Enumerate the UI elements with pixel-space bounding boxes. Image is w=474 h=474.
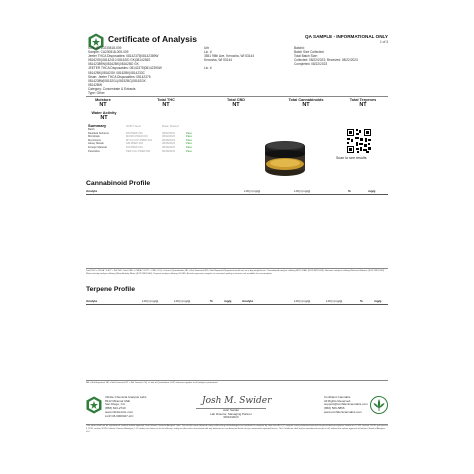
summary-test-name: Microbials: [88, 135, 100, 139]
total-label: Total THC: [157, 98, 175, 102]
col-loq: LOQ (mg/g): [142, 299, 159, 303]
sample-info-line: 08142BW: [88, 82, 102, 87]
batch-info-line: Batch#:: [294, 46, 305, 50]
summary-test-name: Mycotoxins: [88, 138, 101, 142]
col-analyte: Analyte: [86, 189, 98, 193]
summary-sop: RS-PREP-001: [126, 131, 143, 135]
summary-result: Pass: [186, 131, 192, 135]
page-number: 1 of 3: [380, 40, 388, 44]
batch-info-line: Completed: 08/22/2023: [294, 62, 328, 67]
terpenes-total: [338, 98, 388, 108]
summary-date: 08/18/2023: [162, 145, 175, 149]
summary-test-name: Batch: [88, 128, 95, 131]
sample-info-line: ICAL ID: 20230818-009: [88, 46, 122, 50]
summary-date: 08/18/2023: [162, 138, 175, 142]
col-loq: LOQ (mg/g): [326, 299, 343, 303]
total-value: NT: [359, 102, 367, 108]
sample-info-line: 08142BK|08162GK 08162BK|0814233C: [88, 70, 145, 75]
qa-sample-banner: QA SAMPLE - INFORMATIONAL ONLY: [305, 34, 388, 39]
sample-info-line: JEETER THCA Disposables: 08142375|08142390W: [88, 66, 162, 71]
sample-info-line: 08142389W|08162BK|08162BD GK: [88, 62, 139, 67]
water-activity-value: NT: [100, 115, 108, 121]
client-info: [204, 46, 284, 71]
total-label: Total CBD: [226, 98, 246, 102]
director-signature: Josh M. Swider: [202, 396, 272, 406]
summary-date: 08/22/2023: [162, 131, 175, 135]
summary-totals: [86, 98, 388, 118]
qr-code-icon[interactable]: [346, 128, 372, 154]
summary-sop: MICRO-PREP-001: [126, 135, 148, 139]
col-mg-g: mg/g: [224, 299, 232, 303]
total-value: NT: [162, 102, 170, 108]
sample-info: [88, 46, 188, 95]
cannabinoid-footnote: Total THC = THCA * 0.877 + Δ9-THC; Total CBD = CBDA * 0.877 + CBD; LOQ = Limit of Quantitation; ND = Not Detected; NR = Not Reported; Reported results are on a dry weight basis. Cannabinoid analysis utilizing HPLC-DAD (SOP-INST-005). Moisture analysis utilizing Moisture Balance (SOP-INST-003). Water activity analysis utilizing Water Activity Meter (SOP-INST-004). Terpene analysis utilizing GC-MS. Results represent samples as received; quality assurance not available for consumption.: [86, 270, 385, 275]
summary-test-name: Pesticides: [88, 149, 100, 153]
cbd-total: [216, 98, 256, 108]
divider: [86, 194, 388, 195]
summary-date: 08/18/2023: [162, 142, 175, 146]
col-mg-g: mg/g: [368, 189, 376, 193]
batch-info-line: Batch Size Collected:: [294, 50, 325, 55]
col-loq: LOQ (mg/g): [244, 189, 261, 193]
summary-result: Pass: [186, 149, 192, 153]
summary-test-name: Foreign Material: [88, 145, 107, 149]
divider: [86, 96, 388, 97]
summary-result: Pass: [186, 142, 192, 146]
summary-sop: FM-PREP-001: [126, 145, 143, 149]
total-value: NT: [232, 102, 240, 108]
signed-date: 08/22/2023: [223, 415, 239, 420]
certificate-title: Certificate of Analysis: [108, 34, 197, 44]
col-percent: %: [210, 299, 213, 303]
batch-info: [294, 46, 388, 66]
lab-address-line: San Diego, CA: [105, 402, 125, 407]
sample-info-line: Sample: CA230818-005-009: [88, 50, 129, 55]
lab-address-line: (858) 623-2740: [105, 406, 126, 411]
summary-date: 08/18/2023: [162, 149, 175, 153]
legal-disclaimer: This report shall not be reproduced, without written approval, from Infinite Chemical Analysis Labs. Test results were obtained using valid testing methodologies per methods as required by state law. All LQC samples were performed and met the prescribed acceptance criteria in 4 CCR, section 10730, pursuant to 4 CCR, section 10730. Infinite Chemical Analysis, LLC makes no claims as to the efficacy, safety or other risks associated with any detected or non-detected levels of any compounds reported herein. This Certificate shall not be reproduced except in full, without the written approval of Infinite Chemical Analysis, LLC.: [86, 425, 388, 433]
sample-info-line: 08162GK|08142410 08162ID GK|0814236S: [88, 58, 151, 63]
total-label: Total Terpenes: [349, 98, 377, 102]
signer-name: Josh Swider: [222, 408, 240, 412]
client-info-line: Kenosha, WI 53144: [204, 58, 232, 63]
lab-address: [105, 396, 146, 418]
col-loq: LOQ (mg/g): [174, 299, 191, 303]
terpene-profile-title: Terpene Profile: [86, 286, 135, 293]
lab-address-line: 8312 Miramar Mall: [105, 398, 130, 403]
client-info-line: 3551 95th Ave, Kenosha, WI 53144: [204, 54, 255, 59]
col-loq: LOQ (mg/g): [294, 299, 311, 303]
sample-info-line: 0814238W|08152GL|08152BC|08162GK: [88, 78, 146, 83]
cc-line: Confident Cannabis: [324, 395, 351, 399]
cannabinoid-profile-title: Cannabinoid Profile: [86, 180, 151, 187]
col-loq: LOQ (mg/g): [294, 189, 311, 193]
summary-sop: HM-PREP-001: [126, 142, 144, 146]
summary-test-name: Residual Solvents: [88, 131, 109, 135]
col-mg-g: mg/g: [374, 299, 382, 303]
client-info-line: Lic. #: [204, 50, 212, 55]
cc-website-link[interactable]: www.confidentcannabis.com: [324, 409, 362, 414]
total-value: NT: [302, 102, 310, 108]
col-analyte: Analyte: [242, 299, 254, 303]
sample-info-line: Type: Other: [88, 91, 105, 96]
total-value: NT: [99, 102, 107, 108]
total-label: Moisture: [95, 98, 111, 102]
signer-block: [196, 409, 266, 420]
summary-sop: PEST-GC-PREP-001: [126, 149, 151, 153]
sample-info-line: Category: Concentrate & Extracts: [88, 86, 136, 91]
cc-email-link[interactable]: support@confidentcannabis.com: [324, 402, 368, 407]
summary-test-name: Heavy Metals: [88, 142, 104, 146]
divider: [86, 304, 388, 305]
summary-sop: MYCO-ICP-PREP-001: [126, 138, 153, 142]
coa-page: [84, 28, 390, 448]
infinite-lab-footer-logo-icon: [86, 396, 102, 414]
lab-name: Infinite Chemical Analysis Labs: [105, 395, 147, 399]
summary-heading: Summary: [88, 123, 107, 128]
sample-info-line: Strain: Jeeter THCA Disposables: 08142375: [88, 74, 151, 79]
col-analyte: Analyte: [86, 299, 98, 303]
water-activity: [84, 111, 124, 121]
water-activity-label: Water Activity: [91, 111, 117, 115]
divider: [86, 268, 388, 269]
sop-col-header: SOP Used: [126, 123, 141, 128]
thc-total: [146, 98, 186, 108]
client-info-line: Urb: [204, 46, 210, 50]
moisture-total: [86, 98, 120, 108]
confident-cannabis-logo-icon: [370, 396, 388, 414]
summary-row: [88, 150, 212, 154]
cannabinoids-total: [276, 98, 336, 108]
summary-result: Pass: [186, 138, 192, 142]
lab-address-line: www.infiniteCAL.com: [105, 409, 134, 414]
bottom-note: NR = Not Reported; ND = Not Detected; NT = Not Tested; LOQ = Limit of Quantitation; SOP reference applies to all analyses performed.: [86, 382, 218, 384]
qr-caption: Scan to see results: [336, 156, 367, 160]
cc-line: All Rights Reserved: [324, 398, 351, 403]
sample-info-line: Jeeter THCA Disposables: 08142375|08142389W: [88, 54, 159, 59]
col-percent: %: [360, 299, 363, 303]
signer-title: Lab Director, Managing Partner: [210, 411, 252, 416]
batch-info-line: Collected: 08/22/2023; Received: 08/22/2023: [294, 58, 358, 63]
client-info-line: Lic. #: [204, 66, 212, 71]
divider: [86, 380, 388, 381]
lab-address-line: Lic# C8-0000047-LIC: [105, 413, 134, 418]
batch-info-line: Total Batch Size:: [294, 54, 318, 59]
total-label: Total Cannabinoids: [288, 98, 324, 102]
summary-date: 08/22/2023: [162, 135, 175, 139]
date-col-header: Date Tested: [162, 123, 179, 128]
cc-line: (866) 506-5866: [324, 406, 345, 411]
summary-result: Pass: [186, 135, 192, 139]
product-jar-image: [260, 132, 310, 182]
col-percent: %: [348, 189, 351, 193]
summary-table: [88, 128, 212, 153]
confident-cannabis-info: [324, 396, 368, 415]
summary-result: Pass: [186, 145, 192, 149]
